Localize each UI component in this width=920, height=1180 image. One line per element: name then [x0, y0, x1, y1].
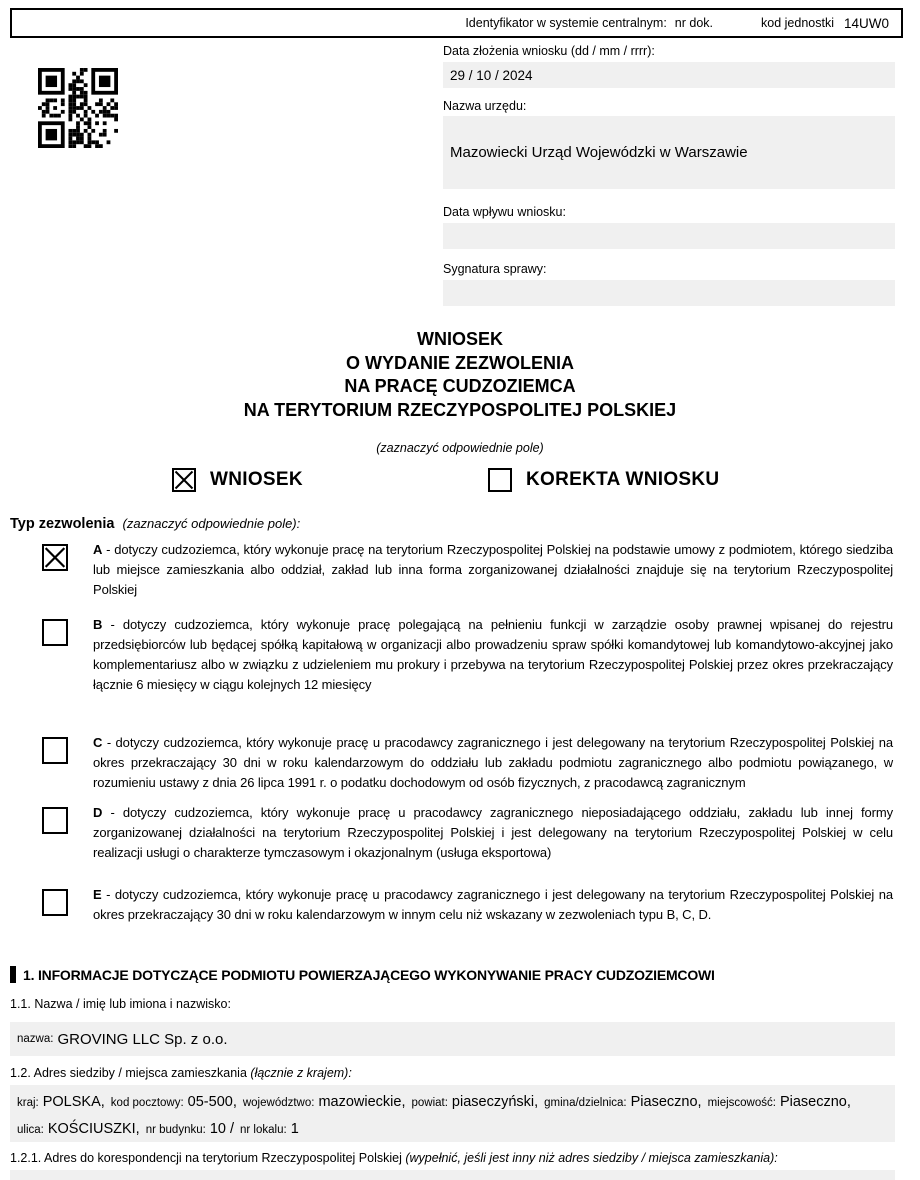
field-1-2-1-input[interactable] — [10, 1170, 895, 1180]
unit-code-label: kod jednostki — [761, 16, 834, 30]
field-1-2-1-label: 1.2.1. Adres do korespondencji na terytorium Rzeczypospolitej Polskiej (wypełnić, jeśli jest inny niż adres siedziby / miejsca zamieszkania): — [10, 1151, 778, 1165]
permit-c-checkbox[interactable] — [42, 737, 68, 764]
permit-a-description: A - dotyczy cudzoziemca, który wykonuje pracę na terytorium Rzeczypospolitej Polskiej na podstawie umowy z podmiotem, którego siedziba lub miejsce zamieszkania albo oddział, zakład lub inna forma zorganizowanej działalności znajduje się na terytorium Rzeczypospolitej Polskiej — [93, 542, 893, 597]
field-1-2-1-note: (wypełnić, jeśli jest inny niż adres siedziby / miejsca zamieszkania): — [405, 1151, 778, 1165]
permit-b-checkbox[interactable] — [42, 619, 68, 646]
case-number-field[interactable] — [443, 280, 895, 306]
permit-a-checkbox[interactable] — [42, 544, 68, 571]
date-received-field[interactable] — [443, 223, 895, 249]
office-name-field[interactable]: Mazowiecki Urząd Wojewódzki w Warszawie — [443, 116, 895, 189]
section-marker-bar — [10, 966, 16, 983]
form-title — [0, 328, 920, 422]
permit-option-b — [42, 615, 893, 695]
permit-type-heading — [10, 516, 300, 532]
permit-d-checkbox[interactable] — [42, 807, 68, 834]
doc-number-label: nr dok. — [674, 16, 714, 30]
korekta-checkbox-label: KOREKTA WNIOSKU — [526, 469, 720, 490]
permit-e-checkbox[interactable] — [42, 889, 68, 916]
permit-type-heading-text: Typ zezwolenia — [10, 516, 115, 532]
field-1-1-key: nazwa: — [17, 1033, 54, 1045]
identifier-label: Identyfikator w systemie centralnym: — [465, 16, 667, 30]
case-number-label: Sygnatura sprawy: — [443, 262, 547, 276]
field-1-2-input[interactable] — [10, 1085, 895, 1142]
wniosek-checkbox[interactable] — [172, 468, 196, 492]
permit-type-heading-note: (zaznaczyć odpowiednie pole): — [122, 516, 301, 531]
permit-option-d — [42, 803, 893, 863]
section-1-title: 1. INFORMACJE DOTYCZĄCE PODMIOTU POWIERZAJĄCEGO WYKONYWANIE PRACY CUDZOZIEMCOWI — [23, 966, 715, 983]
field-1-1-value: GROVING LLC Sp. z o.o. — [57, 1030, 228, 1048]
meta-fields — [443, 45, 895, 306]
section-1 — [10, 966, 895, 1180]
qr-code — [38, 68, 118, 148]
field-1-2-label: 1.2. Adres siedziby / miejsca zamieszkania (łącznie z krajem): — [10, 1066, 352, 1080]
form-title-line3: NA PRACĘ CUDZOZIEMCA — [344, 376, 576, 396]
application-type-korekta[interactable] — [488, 468, 719, 492]
section-1-header — [10, 966, 895, 983]
permit-option-c — [42, 733, 893, 793]
date-submitted-label: Data złożenia wniosku (dd / mm / rrrr): — [443, 44, 655, 58]
x-mark-icon — [174, 470, 194, 490]
permit-e-description: E - dotyczy cudzoziemca, który wykonuje pracę u pracodawcy zagranicznego i jest delegowany na terytorium Rzeczypospolitej Polskiej na okres przekraczający 30 dni w roku kalendarzowym w innym celu niż wskazany w zezwoleniach typu B, C, D. — [93, 887, 893, 922]
form-title-line4: NA TERYTORIUM RZECZYPOSPOLITEJ POLSKIEJ — [243, 399, 677, 420]
date-received-label: Data wpływu wniosku: — [443, 205, 566, 219]
form-title-line1: WNIOSEK — [416, 329, 503, 349]
x-mark-icon — [44, 546, 66, 569]
permit-option-a — [42, 540, 893, 600]
form-title-line2: O WYDANIE ZEZWOLENIA — [346, 352, 574, 373]
field-1-1-input[interactable] — [10, 1022, 895, 1056]
central-system-identifier-box — [10, 8, 903, 38]
permit-c-description: C - dotyczy cudzoziemca, który wykonuje pracę u pracodawcy zagranicznego i jest delegowany na terytorium Rzeczypospolitej Polskiej na okres przekraczający 30 dni w roku kalendarzowym do oddziału lub zakładu podmiotu zagranicznego albo podmiotu powiązanego, w rozumieniu ustawy z dnia 26 lipca 1991 r. o podatku dochodowym od osób fizycznych, z pracodawcą zagranicznym — [93, 735, 893, 790]
mark-appropriate-note: (zaznaczyć odpowiednie pole) — [376, 441, 544, 455]
date-submitted-field[interactable]: 29 / 10 / 2024 — [443, 62, 895, 88]
field-1-1-label: 1.1. Nazwa / imię lub imiona i nazwisko: — [10, 997, 231, 1011]
permit-type-options — [42, 540, 893, 925]
field-1-2-note: (łącznie z krajem): — [250, 1066, 352, 1080]
permit-b-description: B - dotyczy cudzoziemca, który wykonuje pracę polegającą na pełnieniu funkcji w zarządzie osoby prawnej wpisanej do rejestru przedsiębiorców lub będącej spółką kapitałową w organizacji albo prowadzeniu spraw spółki komandytowej lub komandytowo-akcyjnej jako komplementariusz albo w związku z udzieleniem mu prokury i przebywa na terytorium Rzeczypospolitej Polskiej przez okres przekraczający łącznie 6 miesięcy w ciągu kolejnych 12 miesięcy — [93, 617, 893, 692]
permit-d-description: D - dotyczy cudzoziemca, który wykonuje pracę u pracodawcy zagranicznego nieposiadającego oddziału, zakładu lub innej formy zorganizowanej działalności na terytorium Rzeczypospolitej Polskiej i jest delegowany na terytorium Rzeczypospolitej Polskiej w celu realizacji usługi o charakterze tymczasowym i okazjonalnym (usługa eksportowa) — [93, 805, 894, 860]
wniosek-checkbox-label: WNIOSEK — [210, 469, 303, 490]
unit-code-value: 14UW0 — [843, 15, 889, 31]
address-line-2: ulica: KOŚCIUSZKI, nr budynku: 10 / nr lokalu: 1 — [17, 1121, 299, 1137]
permit-option-e — [42, 885, 893, 925]
address-line-1: kraj: POLSKA, kod pocztowy: 05-500, województwo: mazowieckie, powiat: piaseczyński, gmina/dzielnica: Piaseczno, miejscowość: Piaseczno, — [17, 1094, 851, 1110]
korekta-checkbox[interactable] — [488, 468, 512, 492]
office-name-label: Nazwa urzędu: — [443, 99, 527, 113]
application-type-wniosek[interactable] — [172, 468, 303, 492]
